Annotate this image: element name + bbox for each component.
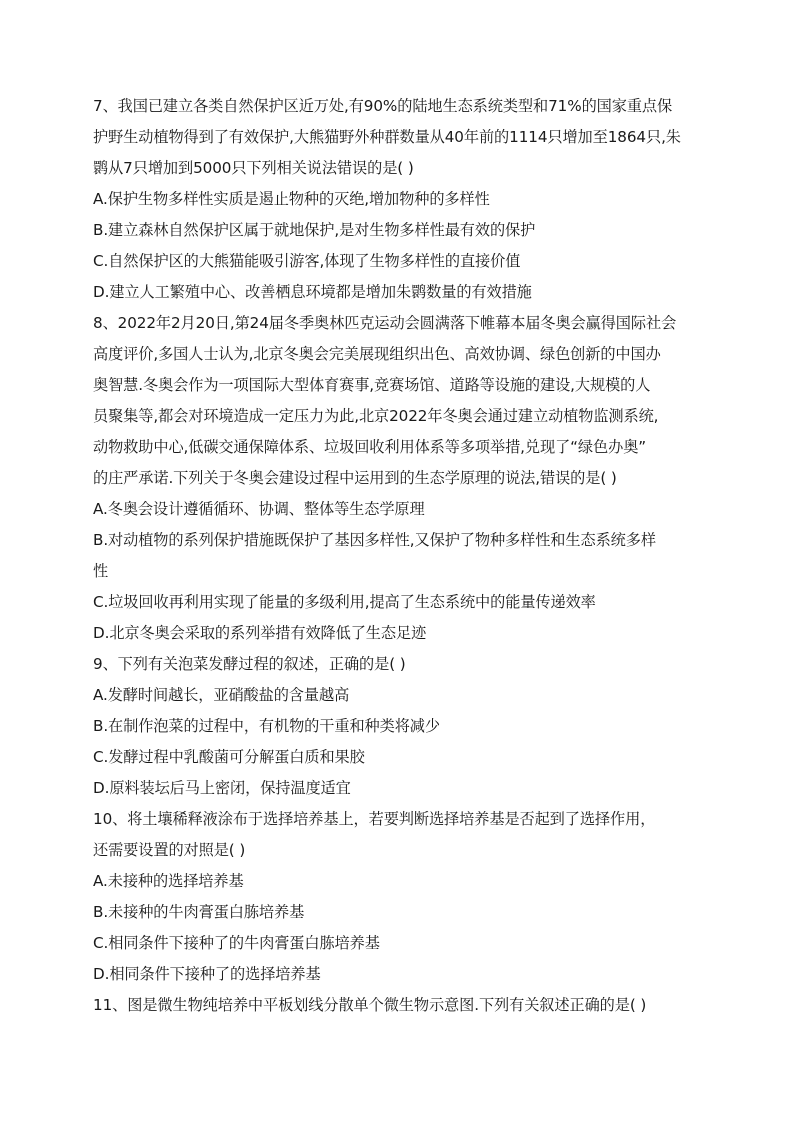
question-8-option-b-cont: 性: [93, 562, 109, 580]
question-10-option-b: B.未接种的牛肉膏蛋白胨培养基: [93, 903, 305, 921]
question-8-option-a: A.冬奥会设计遵循循环、协调、整体等生态学原理: [93, 500, 425, 518]
question-11: [93, 990, 703, 1021]
question-9: [93, 649, 703, 804]
question-8-option-c: C.垃圾回收再利用实现了能量的多级利用,提高了生态系统中的能量传递效率: [93, 593, 596, 611]
question-9-option-b: B.在制作泡菜的过程中，有机物的干重和种类将减少: [93, 717, 440, 735]
question-8-stem-line-3: 奥智慧.冬奥会作为一项国际大型体育赛事,竞赛场馆、道路等设施的建设,大规模的人: [93, 376, 651, 394]
question-8: [93, 308, 703, 649]
question-9-stem-line-1: 9、下列有关泡菜发酵过程的叙述，正确的是( ): [93, 655, 406, 673]
question-8-stem-line-2: 高度评价,多国人士认为,北京冬奥会完美展现组织出色、高效协调、绿色创新的中国办: [93, 345, 661, 363]
question-10-option-d: D.相同条件下接种了的选择培养基: [93, 965, 321, 983]
question-8-stem-line-6: 的庄严承诺.下列关于冬奥会建设过程中运用到的生态学原理的说法,错误的是( ): [93, 469, 617, 487]
question-8-stem-line-5: 动物救助中心,低碳交通保障体系、垃圾回收利用体系等多项举措,兑现了“绿色办奥”: [93, 438, 647, 456]
question-10: [93, 804, 703, 990]
question-8-stem-line-4: 员聚集等,都会对环境造成一定压力为此,北京2022年冬奥会通过建立动植物监测系统,: [93, 407, 659, 425]
question-7-stem-line-3: 鹮从7只增加到5000只下列相关说法错误的是( ): [93, 159, 414, 177]
question-7-option-d: D.建立人工繁殖中心、改善栖息环境都是增加朱鹮数量的有效措施: [93, 283, 532, 301]
question-7-stem-line-2: 护野生动植物得到了有效保护,大熊猫野外种群数量从40年前的1114只增加至1864只,朱: [93, 128, 681, 146]
question-7: [93, 91, 703, 308]
question-8-option-b: B.对动植物的系列保护措施既保护了基因多样性,又保护了物种多样性和生态系统多样: [93, 531, 656, 549]
question-9-option-d: D.原料装坛后马上密闭，保持温度适宜: [93, 779, 351, 797]
question-7-stem-line-1: 7、我国已建立各类自然保护区近万处,有90%的陆地生态系统类型和71%的国家重点保: [93, 97, 673, 115]
question-11-stem-line-1: 11、图是微生物纯培养中平板划线分散单个微生物示意图.下列有关叙述正确的是( ): [93, 996, 647, 1014]
question-10-stem-line-2: 还需要设置的对照是( ): [93, 841, 246, 859]
question-10-option-a: A.未接种的选择培养基: [93, 872, 244, 890]
question-7-option-a: A.保护生物多样性实质是遏止物种的灭绝,增加物种的多样性: [93, 190, 490, 208]
question-10-stem-line-1: 10、将土壤稀释液涂布于选择培养基上，若要判断选择培养基是否起到了选择作用，: [93, 810, 656, 828]
question-8-stem-line-1: 8、2022年2月20日,第24届冬季奥林匹克运动会圆满落下帷幕本届冬奥会赢得国际社会: [93, 314, 677, 332]
question-9-option-a: A.发酵时间越长，亚硝酸盐的含量越高: [93, 686, 350, 704]
question-10-option-c: C.相同条件下接种了的牛肉膏蛋白胨培养基: [93, 934, 380, 952]
question-7-option-c: C.自然保护区的大熊猫能吸引游客,体现了生物多样性的直接价值: [93, 252, 521, 270]
document-page: [93, 91, 703, 1021]
question-8-option-d: D.北京冬奥会采取的系列举措有效降低了生态足迹: [93, 624, 427, 642]
question-9-option-c: C.发酵过程中乳酸菌可分解蛋白质和果胶: [93, 748, 365, 766]
question-7-option-b: B.建立森林自然保护区属于就地保护,是对生物多样性最有效的保护: [93, 221, 536, 239]
